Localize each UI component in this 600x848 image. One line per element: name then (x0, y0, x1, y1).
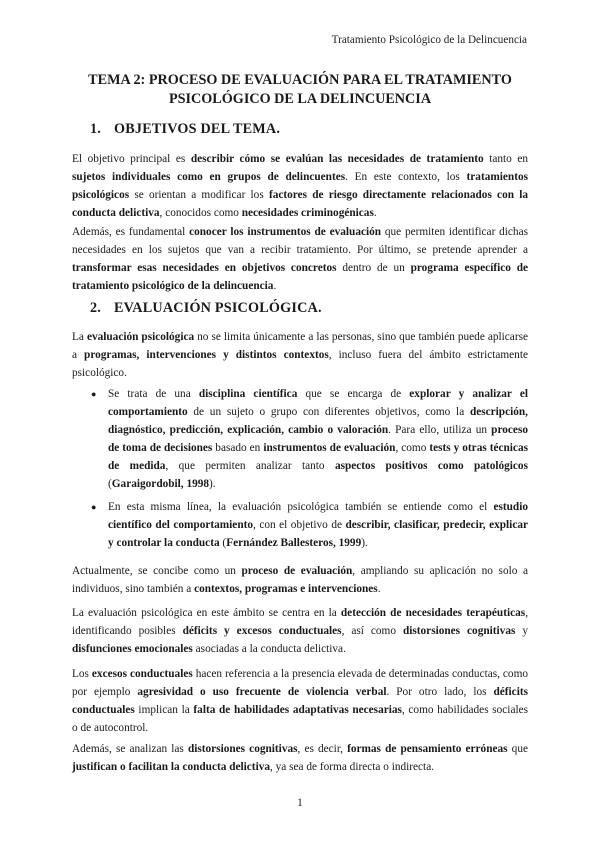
section-number: 2. (90, 300, 102, 316)
text-run: . (373, 207, 377, 219)
bold-text-run: justifican o facilitan la conducta delictiva (72, 761, 270, 773)
page-number: 1 (297, 797, 303, 809)
bold-text-run: explorar y analizar el comportamiento (108, 388, 529, 418)
text-run: ( (219, 537, 227, 549)
text-run: La evaluación psicológica en este ámbito se centra en la (72, 607, 341, 619)
text-run: que (507, 743, 528, 755)
text-run: ). (361, 537, 368, 549)
bold-text-run: aspectos positivos como patológicos (334, 460, 528, 472)
text-run: , con el objetivo de (253, 519, 346, 531)
text-run: La (72, 331, 87, 343)
bold-text-run: distorsiones cognitivas (187, 743, 298, 755)
text-run: , ampliando su aplicación no solo a individuos, sino también a (72, 565, 528, 595)
bold-text-run: distorsiones cognitivas (402, 625, 516, 637)
bold-text-run: déficits conductuales (72, 686, 528, 716)
document-title (70, 71, 530, 109)
text-run: , ya sea de forma directa o indirecta. (270, 761, 435, 773)
section-number: 1. (90, 121, 102, 137)
paragraph-evaluation-scope (72, 328, 528, 382)
text-run: , como (395, 442, 430, 454)
text-run: . Para ello, utiliza un (388, 424, 492, 436)
bold-text-run: programas, intervenciones y distintos contextos (84, 349, 329, 361)
text-run: . (273, 280, 277, 292)
bold-text-run: formas de pensamiento erróneas (347, 743, 508, 755)
section-title: EVALUACIÓN PSICOLÓGICA. (114, 300, 322, 316)
bold-text-run: disfunciones emocionales (72, 643, 193, 655)
bold-text-run: proceso de toma de decisiones (108, 424, 528, 454)
text-run: , así como (341, 625, 403, 637)
text-run: El objetivo principal es (72, 153, 191, 165)
bold-text-run: describir, clasificar, predecir, explicar y controlar la conducta (108, 519, 529, 549)
section-heading-2 (90, 300, 322, 317)
text-run: Actualmente, se concibe como un (72, 565, 242, 577)
text-run: dentro de un (336, 262, 411, 274)
bold-text-run: agresividad o uso frecuente de violencia verbal (137, 686, 387, 698)
paragraph-therapeutic-needs (72, 604, 528, 658)
text-run: ( (108, 478, 112, 490)
bold-text-run: Garaigordobil, 1998 (111, 478, 210, 490)
bold-text-run: conocer los instrumentos de evaluación (189, 226, 382, 238)
bold-text-run: transformar esas necesidades en objetivos concretos (72, 262, 337, 274)
text-run: ). (209, 478, 216, 490)
paragraph-cognitive-distortions (72, 740, 528, 776)
text-run: de un sujeto o grupo con diferentes objetivos, como la (187, 406, 470, 418)
bold-text-run: proceso de evaluación (241, 565, 353, 577)
bold-text-run: tratamientos psicológicos (72, 171, 529, 201)
text-run: no se limita únicamente a las personas, sino que también puede aplicarse a (72, 331, 528, 361)
text-run: que se encarga de (297, 388, 410, 400)
bold-text-run: evaluación psicológica (86, 331, 195, 343)
text-run: , conocidos como (159, 207, 242, 219)
paragraph-objective (72, 150, 528, 222)
bullet-marker: ● (91, 389, 97, 399)
bullet-item-scientific-discipline (108, 385, 528, 493)
running-header: Tratamiento Psicológico de la Delincuencia (331, 34, 527, 46)
bold-text-run: detección de necesidades terapéuticas (340, 607, 526, 619)
section-heading-1 (90, 121, 280, 138)
text-run: , incluso fuera del ámbito estrictamente psicológico. (72, 349, 528, 379)
bold-text-run: contextos, programas e intervenciones (194, 583, 378, 595)
bold-text-run: describir cómo se evalúan las necesidades de tratamiento (190, 153, 484, 165)
bold-text-run: déficits y excesos conductuales (182, 625, 342, 637)
bold-text-run: descripción, diagnóstico, predicción, explicación, cambio o valoración (108, 406, 528, 436)
text-run: asociadas a la conducta delictiva. (192, 643, 346, 655)
bullet-marker: ● (91, 502, 97, 512)
text-run: . (377, 583, 381, 595)
bullet-item-scientific-study (108, 498, 528, 552)
bold-text-run: disciplina científica (198, 388, 298, 400)
paragraph-current-conception (72, 562, 528, 598)
text-run: , es decir, (297, 743, 348, 755)
title-line-2: PSICOLÓGICO DE LA DELINCUENCIA (168, 91, 432, 107)
bold-text-run: tests y otras técnicas de medida (108, 442, 528, 472)
text-run: , que permiten analizar tanto (165, 460, 335, 472)
text-run: . En este contexto, los (345, 171, 467, 183)
paragraph-instruments (72, 223, 528, 295)
text-run: se orientan a modificar los (129, 189, 269, 201)
text-run: , como habilidades sociales o de autocontrol. (72, 704, 529, 734)
bold-text-run: factores de riesgo directamente relacionados con la conducta delictiva (72, 189, 529, 219)
section-title: OBJETIVOS DEL TEMA. (114, 121, 281, 137)
text-run: hacen referencia a la presencia elevada de determinadas conductas, como por ejemplo (72, 668, 529, 698)
bold-text-run: necesidades criminogénicas (241, 207, 374, 219)
text-run: En esta misma línea, la evaluación psicológica también se entiende como el (108, 501, 494, 513)
bold-text-run: programa específico de tratamiento psicológico de la delincuencia (72, 262, 528, 292)
text-run: y (515, 625, 528, 637)
text-run: basado en (212, 442, 264, 454)
text-run: Además, se analizan las (72, 743, 188, 755)
bold-text-run: falta de habilidades adaptativas necesarias (193, 704, 402, 716)
bold-text-run: instrumentos de evaluación (263, 442, 396, 454)
bold-text-run: Fernández Ballesteros, 1999 (226, 537, 362, 549)
text-run: que permiten identificar dichas necesidades en los sujetos que van a recibir tratamiento. Por último, se pretende aprender a (72, 226, 528, 256)
bold-text-run: sujetos individuales como en grupos de delincuentes (72, 171, 346, 183)
text-run: tanto en (483, 153, 529, 165)
bold-text-run: excesos conductuales (91, 668, 193, 680)
text-run: , identificando posibles (72, 607, 529, 637)
text-run: Se trata de una (108, 388, 199, 400)
text-run: Además, es fundamental (72, 226, 190, 238)
paragraph-behavioral-excesses (72, 665, 528, 737)
text-run: Los (72, 668, 92, 680)
bold-text-run: estudio científico del comportamiento (108, 501, 528, 531)
text-run: . Por otro lado, los (386, 686, 494, 698)
title-line-1: TEMA 2: PROCESO DE EVALUACIÓN PARA EL TRATAMIENTO (88, 72, 512, 88)
text-run: implican la (134, 704, 194, 716)
